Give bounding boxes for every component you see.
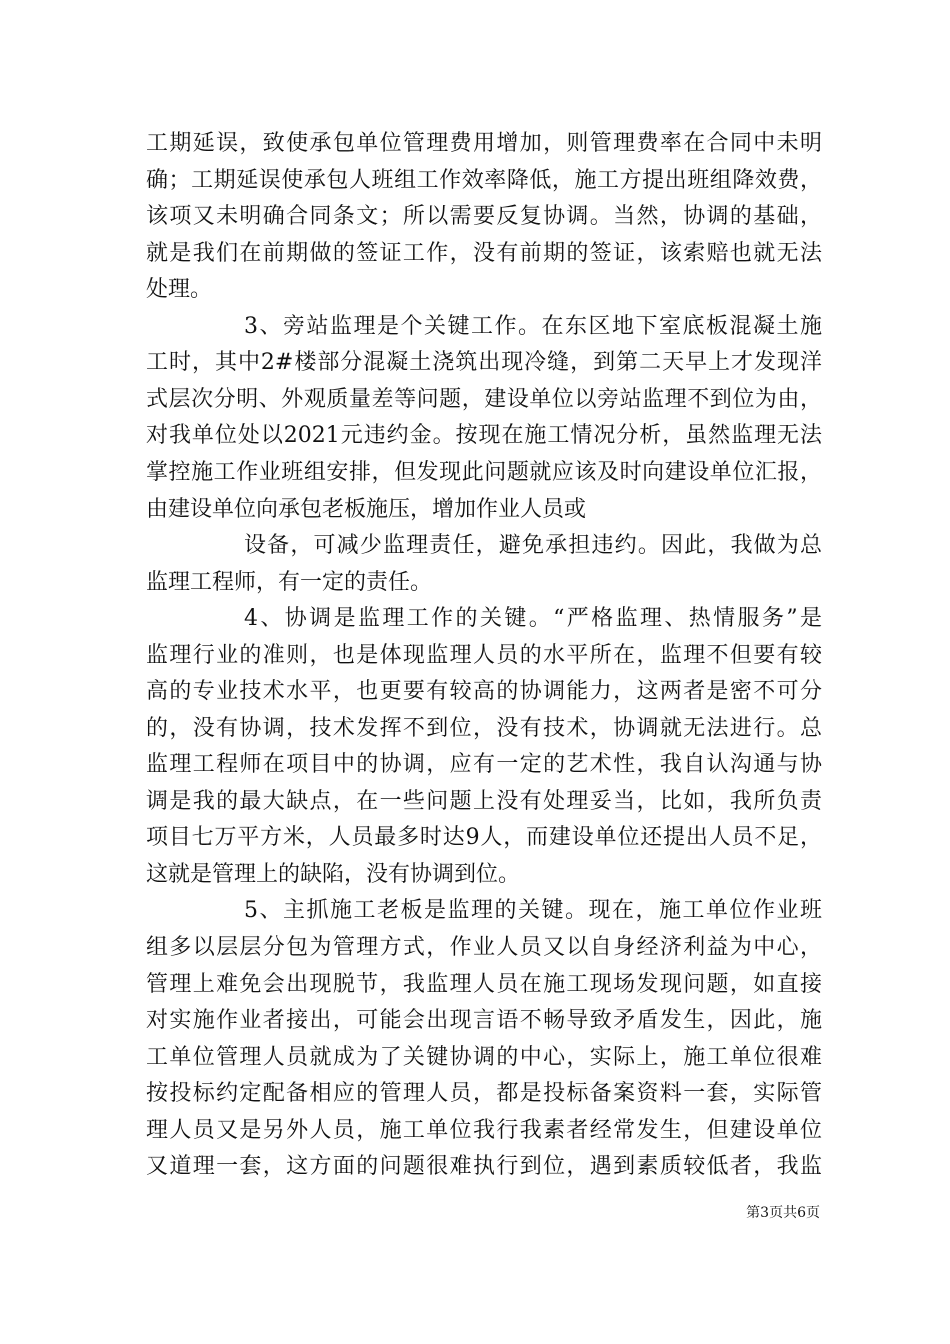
text-line: 项目七万平方米，人员最多时达9人，而建设单位还提出人员不足， xyxy=(146,825,822,850)
text-line: 对实施作业者接出，可能会出现言语不畅导致矛盾发生，因此，施 xyxy=(146,1008,822,1033)
text-line: 工时，其中2#楼部分混凝土浇筑出现冷缝，到第二天早上才发现洋 xyxy=(146,350,822,375)
text-line: 监理工程师在项目中的协调，应有一定的艺术性，我自认沟通与协 xyxy=(146,752,822,777)
text-line: 掌控施工作业班组安排，但发现此问题就应该及时向建设单位汇报， xyxy=(146,460,822,485)
text-line: 由建设单位向承包老板施压，增加作业人员或 xyxy=(146,497,587,522)
paragraph-start-line: 5、主抓施工老板是监理的关键。现在，施工单位作业班 xyxy=(244,898,822,923)
text-line: 管理上难免会出现脱节，我监理人员在施工现场发现问题，如直接 xyxy=(146,972,822,997)
text-line: 监理行业的准则，也是体现监理人员的水平所在，监理不但要有较 xyxy=(146,643,822,668)
text-line: 式层次分明、外观质量差等问题，建设单位以旁站监理不到位为由， xyxy=(146,387,822,412)
text-line: 监理工程师，有一定的责任。 xyxy=(146,570,433,595)
text-line: 处理。 xyxy=(146,277,213,302)
text-line: 这就是管理上的缺陷，没有协调到位。 xyxy=(146,862,521,887)
paragraph-start-line: 3、旁站监理是个关键工作。在东区地下室底板混凝土施 xyxy=(244,314,822,339)
page-number: 第3页共6页 xyxy=(746,1205,820,1221)
text-line: 又道理一套，这方面的问题很难执行到位，遇到素质较低者，我监 xyxy=(146,1154,822,1179)
text-line: 按投标约定配备相应的管理人员，都是投标备案资料一套，实际管 xyxy=(146,1081,822,1106)
text-line: 该项又未明确合同条文；所以需要反复协调。当然，协调的基础， xyxy=(146,204,822,229)
text-line: 高的专业技术水平，也更要有较高的协调能力，这两者是密不可分 xyxy=(146,679,822,704)
text-line: 组多以层层分包为管理方式，作业人员又以自身经济利益为中心， xyxy=(146,935,822,960)
text-line: 就是我们在前期做的签证工作，没有前期的签证，该索赔也就无法 xyxy=(146,241,822,266)
text-line: 工期延误，致使承包单位管理费用增加，则管理费率在合同中未明 xyxy=(146,131,822,156)
paragraph-start-line: 4、协调是监理工作的关键。“严格监理、热情服务”是 xyxy=(244,606,822,631)
text-line: 调是我的最大缺点，在一些问题上没有处理妥当，比如，我所负责 xyxy=(146,789,822,814)
text-line: 的，没有协调，技术发挥不到位，没有技术，协调就无法进行。总 xyxy=(146,716,822,741)
text-line: 理人员又是另外人员，施工单位我行我素者经常发生，但建设单位 xyxy=(146,1118,822,1143)
paragraph-start-line: 设备，可减少监理责任，避免承担违约。因此，我做为总 xyxy=(244,533,822,558)
text-line: 工单位管理人员就成为了关键协调的中心，实际上，施工单位很难 xyxy=(146,1045,822,1070)
text-line: 对我单位处以2021元违约金。按现在施工情况分析，虽然监理无法 xyxy=(146,423,822,448)
text-line: 确；工期延误使承包人班组工作效率降低，施工方提出班组降效费， xyxy=(146,168,822,193)
